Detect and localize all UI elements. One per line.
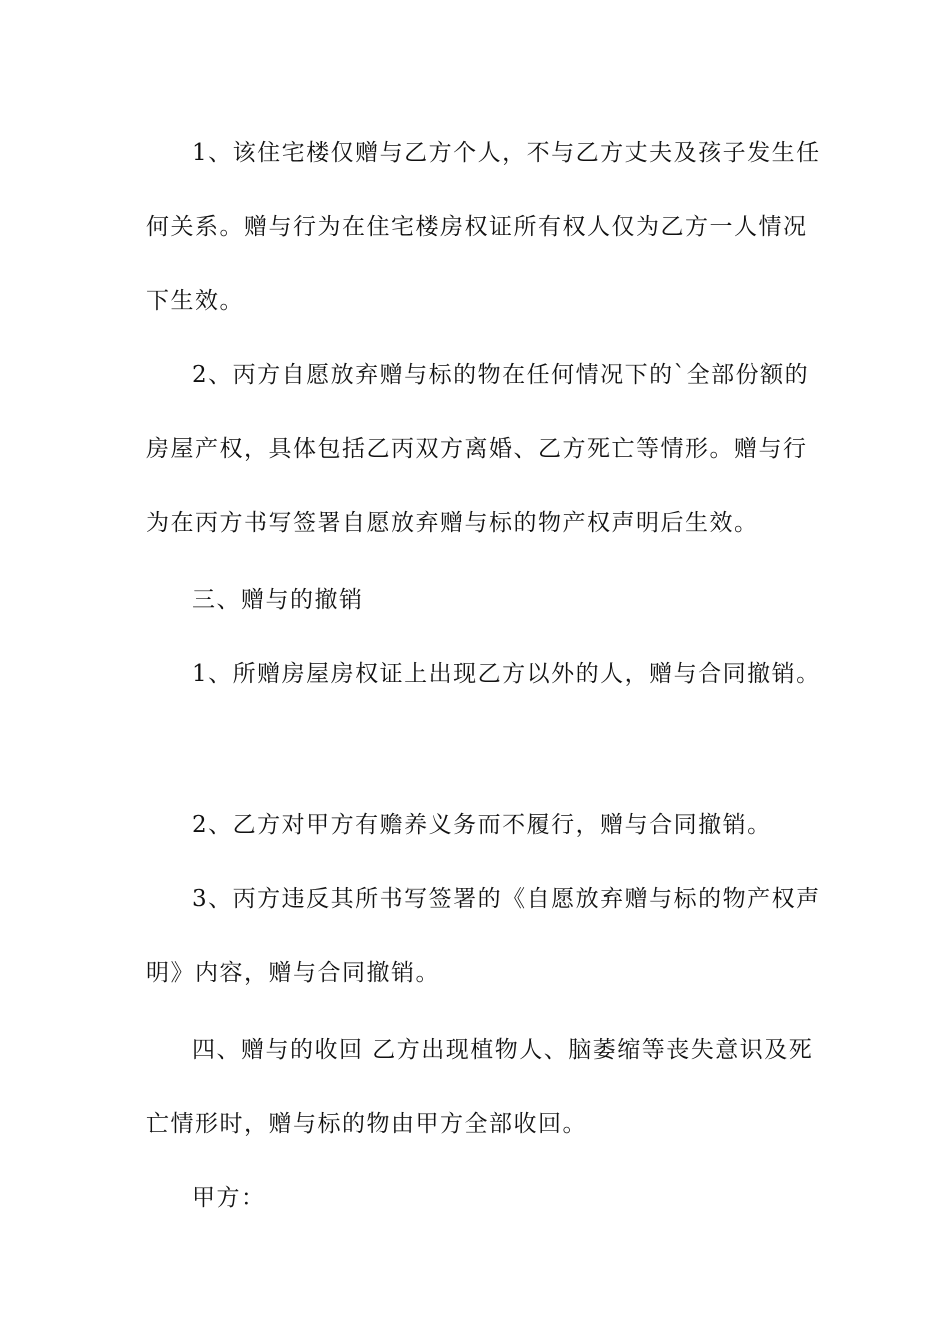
clause-2-2-line-2: 房屋产权，具体包括乙丙双方离婚、乙方死亡等情形。赠与行 [146, 436, 808, 462]
clause-3-3-line-2: 明》内容，赠与合同撤销。 [146, 960, 440, 986]
clause-2-2-line-3: 为在丙方书写签署自愿放弃赠与标的物产权声明后生效。 [146, 510, 759, 536]
section-3-heading: 三、赠与的撤销 [192, 587, 364, 613]
clause-2-1-line-2: 何关系。赠与行为在住宅楼房权证所有权人仅为乙方一人情况 [146, 214, 808, 240]
clause-2-2-line-1: 2、丙方自愿放弃赠与标的物在任何情况下的`全部份额的 [192, 362, 810, 388]
clause-2-1-line-1: 1、该住宅楼仅赠与乙方个人，不与乙方丈夫及孩子发生任 [192, 140, 821, 166]
clause-3-3-line-1: 3、丙方违反其所书写签署的《自愿放弃赠与标的物产权声 [192, 886, 821, 912]
clause-3-2: 2、乙方对甲方有赡养义务而不履行，赠与合同撤销。 [192, 812, 772, 838]
party-a-signature-label: 甲方： [192, 1185, 266, 1211]
clause-3-1: 1、所赠房屋房权证上出现乙方以外的人，赠与合同撤销。 [192, 661, 821, 687]
clause-2-1-line-3: 下生效。 [146, 288, 244, 314]
section-4-line-1: 四、赠与的收回 乙方出现植物人、脑萎缩等丧失意识及死 [192, 1037, 814, 1063]
section-4-line-2: 亡情形时，赠与标的物由甲方全部收回。 [146, 1111, 587, 1137]
